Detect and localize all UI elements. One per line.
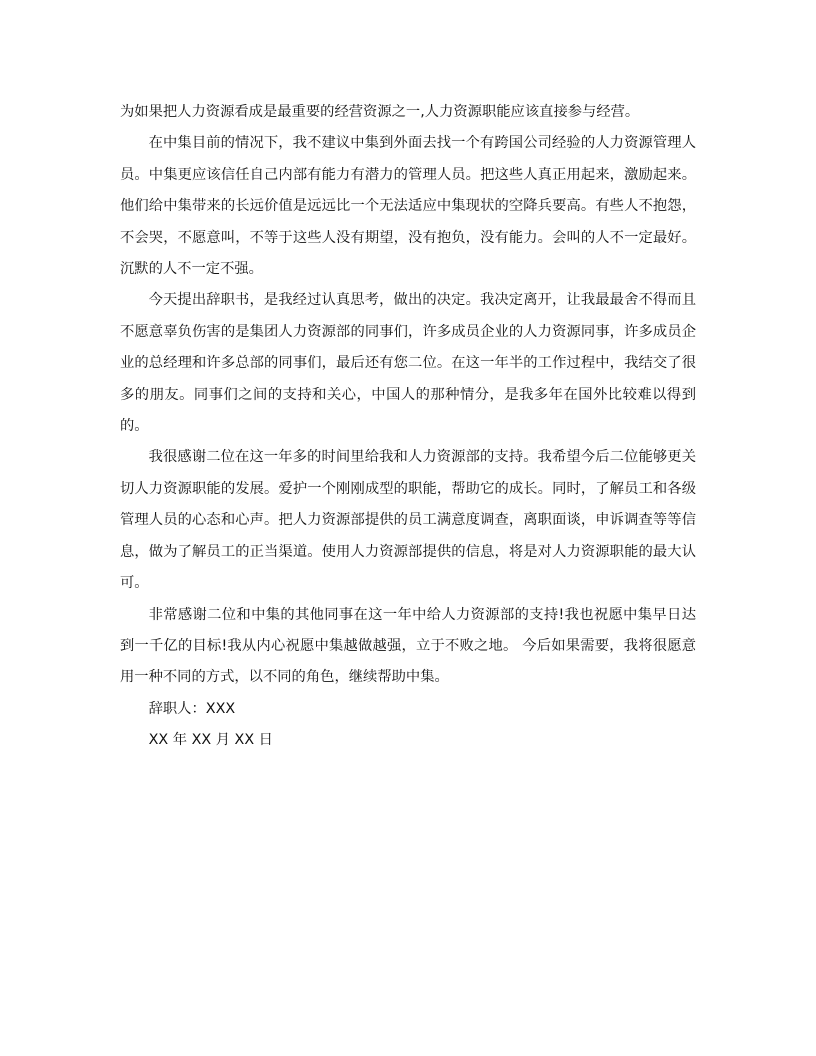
paragraph-recommendation: 在中集目前的情况下，我不建议中集到外面去找一个有跨国公司经验的人力资源管理人员。中集更应该信任自己内部有能力有潜力的管理人员。把这些人真正用起来，激励起来。他们给中集带来的长远价值是远远比一个无法适应中集现状的空降兵要高。有些人不抱怨，不会哭，不愿意叫，不等于这些人没有期望，没有抱负，没有能力。会叫的人不一定最好。沉默的人不一定不强。 xyxy=(120,135,696,278)
paragraph-gratitude: 我很感谢二位在这一年多的时间里给我和人力资源部的支持。我希望今后二位能够更关切人力资源职能的发展。爱护一个刚刚成型的职能，帮助它的成长。同时，了解员工和各级管理人员的心态和心声。把人力资源部提供的员工满意度调查，离职面谈，申诉调查等等信息，做为了解员工的正当渠道。使用人力资源部提供的信息，将是对人力资源职能的最大认可。 xyxy=(120,449,696,592)
letter-body xyxy=(120,97,696,757)
paragraph-resignation: 今天提出辞职书，是我经过认真思考，做出的决定。我决定离开，让我最最舍不得而且不愿意辜负伤害的是集团人力资源部的同事们，许多成员企业的人力资源同事，许多成员企业的总经理和许多总部的同事们，最后还有您二位。在这一年半的工作过程中，我结交了很多的朋友。同事们之间的支持和关心，中国人的那种情分，是我多年在国外比较难以得到的。 xyxy=(120,292,696,435)
signature-line: 辞职人：XXX xyxy=(148,700,236,717)
paragraph-continuation: 为如果把人力资源看成是最重要的经营资源之一,人力资源职能应该直接参与经营。 xyxy=(120,104,640,120)
date-line: XX 年 XX 月 XX 日 xyxy=(148,732,273,749)
paragraph-closing: 非常感谢二位和中集的其他同事在这一年中给人力资源部的支持!我也祝愿中集早日达到一千亿的目标!我从内心祝愿中集越做越强，立于不败之地。 今后如果需要，我将很愿意用一种不同的方式，以不同的角色，继续帮助中集。 xyxy=(120,606,696,686)
